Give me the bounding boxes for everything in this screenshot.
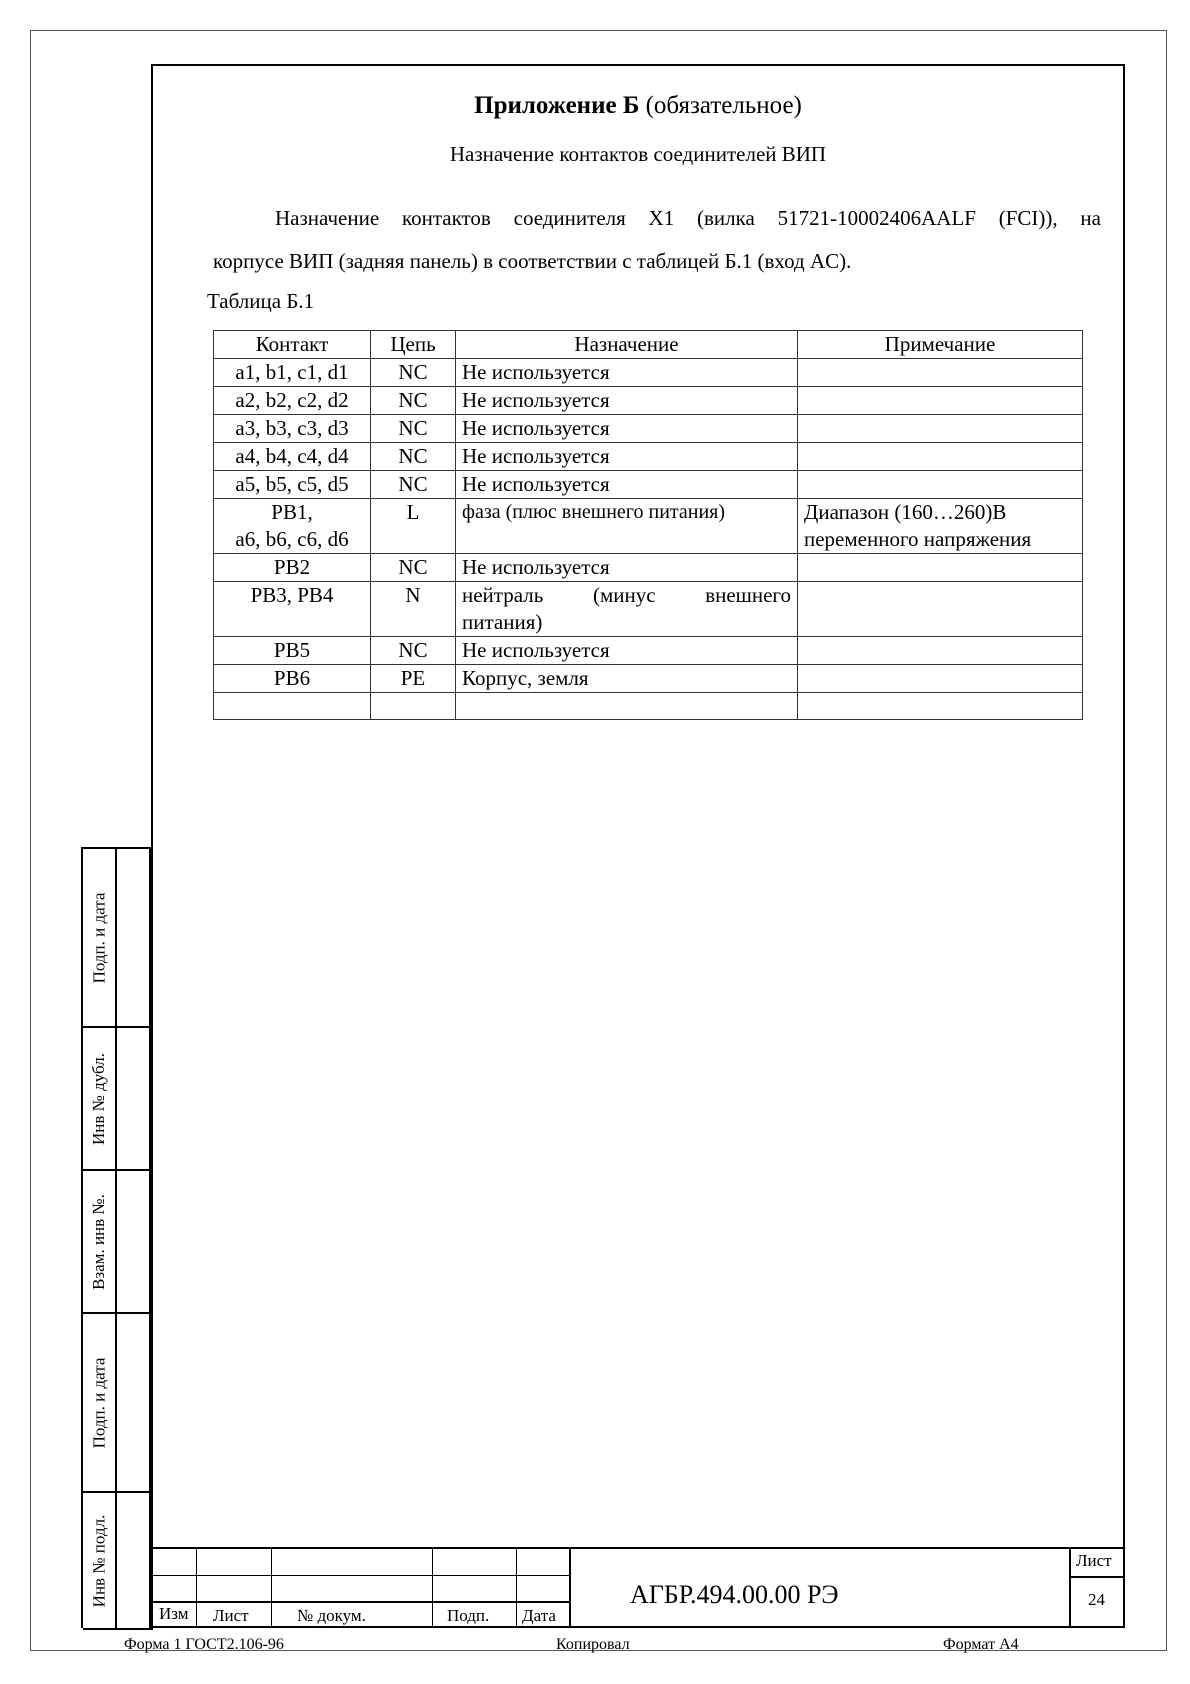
table-row [214, 387, 1083, 415]
cell-circuit: NC [371, 471, 456, 499]
paragraph-line-1: Назначение контактов соединителя X1 (вилка 51721-10002406AALF (FCI)), на [275, 206, 1101, 230]
cell-contact: a2, b2, c2, d2 [214, 387, 371, 415]
cell-purpose-line-2: питания) [462, 610, 543, 634]
margin-label: Взам. инв №. [89, 1193, 108, 1290]
margin-label: Подп. и дата [89, 892, 109, 983]
margin-cell-sign-date [83, 849, 153, 1028]
margin-label: Инв № дубл. [89, 1052, 109, 1145]
footer-copied: Копировал [556, 1636, 630, 1653]
header-contact: Контакт [214, 331, 371, 359]
margin-cell-orig-inv [83, 1493, 153, 1630]
appendix-title [151, 92, 1125, 120]
cell-note [798, 471, 1083, 499]
cell-contact: PB3, PB4 [214, 582, 371, 637]
col-label-doc-no: № докум. [297, 1606, 366, 1625]
cell-circuit: NC [371, 443, 456, 471]
margin-cell-dup-inv [83, 1028, 153, 1171]
margin-label: Инв № подл. [89, 1514, 108, 1607]
cell-purpose: Не используется [456, 637, 798, 665]
header-purpose: Назначение [456, 331, 798, 359]
table-row [214, 693, 1083, 720]
cell-contact-line-2: a6, b6, c6, d6 [235, 527, 349, 551]
col-label-date: Дата [522, 1606, 556, 1625]
table-row [214, 471, 1083, 499]
cell-purpose: Не используется [456, 387, 798, 415]
cell-contact [214, 499, 371, 554]
col-label-sheet: Лист [213, 1606, 249, 1625]
table-row [214, 582, 1083, 637]
margin-label: Подп. и дата [89, 1357, 109, 1448]
cell-circuit: NC [371, 387, 456, 415]
cell-note [798, 693, 1083, 720]
cell-circuit: NC [371, 415, 456, 443]
cell-note [798, 582, 1083, 637]
cell-contact-line-1: PB1, [271, 500, 313, 524]
table-caption: Таблица Б.1 [207, 289, 315, 313]
cell-contact: PB2 [214, 554, 371, 582]
cell-purpose: Корпус, земля [456, 665, 798, 693]
col-label-sign: Подп. [447, 1606, 490, 1625]
cell-circuit: NC [371, 359, 456, 387]
cell-circuit: L [371, 499, 456, 554]
cell-contact: PB6 [214, 665, 371, 693]
cell-contact: a5, b5, c5, d5 [214, 471, 371, 499]
footer-format: Формат А4 [943, 1636, 1019, 1653]
table-row [214, 443, 1083, 471]
cell-purpose: фаза (плюс внешнего питания) [456, 499, 798, 554]
margin-cell-sign-date-2 [83, 1314, 153, 1493]
contacts-table [213, 330, 1083, 720]
header-circuit: Цепь [371, 331, 456, 359]
cell-note [798, 359, 1083, 387]
cell-purpose [456, 693, 798, 720]
cell-purpose: Не используется [456, 415, 798, 443]
table-row [214, 637, 1083, 665]
paragraph-line-2: корпусе ВИП (задняя панель) в соответствии с таблицей Б.1 (вход AC). [213, 249, 852, 273]
cell-note [798, 387, 1083, 415]
cell-purpose: Не используется [456, 443, 798, 471]
cell-circuit: PE [371, 665, 456, 693]
appendix-title-bold: Приложение Б [474, 92, 640, 119]
cell-contact: a4, b4, c4, d4 [214, 443, 371, 471]
cell-note [798, 415, 1083, 443]
cell-note-line-1: Диапазон (160…260)В [804, 500, 1007, 524]
table-row [214, 499, 1083, 554]
cell-circuit: N [371, 582, 456, 637]
cell-note [798, 665, 1083, 693]
left-margin-stamp [81, 847, 151, 1628]
cell-note [798, 499, 1083, 554]
cell-circuit: NC [371, 637, 456, 665]
cell-contact: a1, b1, c1, d1 [214, 359, 371, 387]
table-row [214, 554, 1083, 582]
cell-note [798, 443, 1083, 471]
cell-note [798, 637, 1083, 665]
header-note: Примечание [798, 331, 1083, 359]
cell-purpose-line-1: нейтраль (минус внешнего [462, 583, 791, 607]
cell-circuit: NC [371, 554, 456, 582]
cell-contact: PB5 [214, 637, 371, 665]
footer-form: Форма 1 ГОСТ2.106-96 [124, 1636, 284, 1653]
document-code: АГБР.494.00.00 РЭ [630, 1580, 839, 1609]
cell-purpose: Не используется [456, 359, 798, 387]
cell-contact [214, 693, 371, 720]
table-row [214, 359, 1083, 387]
sheet-number: 24 [1088, 1590, 1105, 1609]
cell-purpose: Не используется [456, 471, 798, 499]
cell-purpose [456, 582, 798, 637]
cell-note-line-2: переменного напряжения [804, 527, 1032, 551]
cell-note [798, 554, 1083, 582]
margin-cell-replace-inv [83, 1171, 153, 1314]
sheet-label: Лист [1076, 1551, 1112, 1570]
table-row [214, 415, 1083, 443]
cell-purpose: Не используется [456, 554, 798, 582]
appendix-subtitle: Назначение контактов соединителей ВИП [449, 142, 827, 166]
col-label-change: Изм [159, 1604, 189, 1623]
table-row [214, 665, 1083, 693]
cell-contact: a3, b3, c3, d3 [214, 415, 371, 443]
appendix-title-rest: (обязательное) [639, 92, 802, 119]
table-header-row [214, 331, 1083, 359]
cell-circuit [371, 693, 456, 720]
